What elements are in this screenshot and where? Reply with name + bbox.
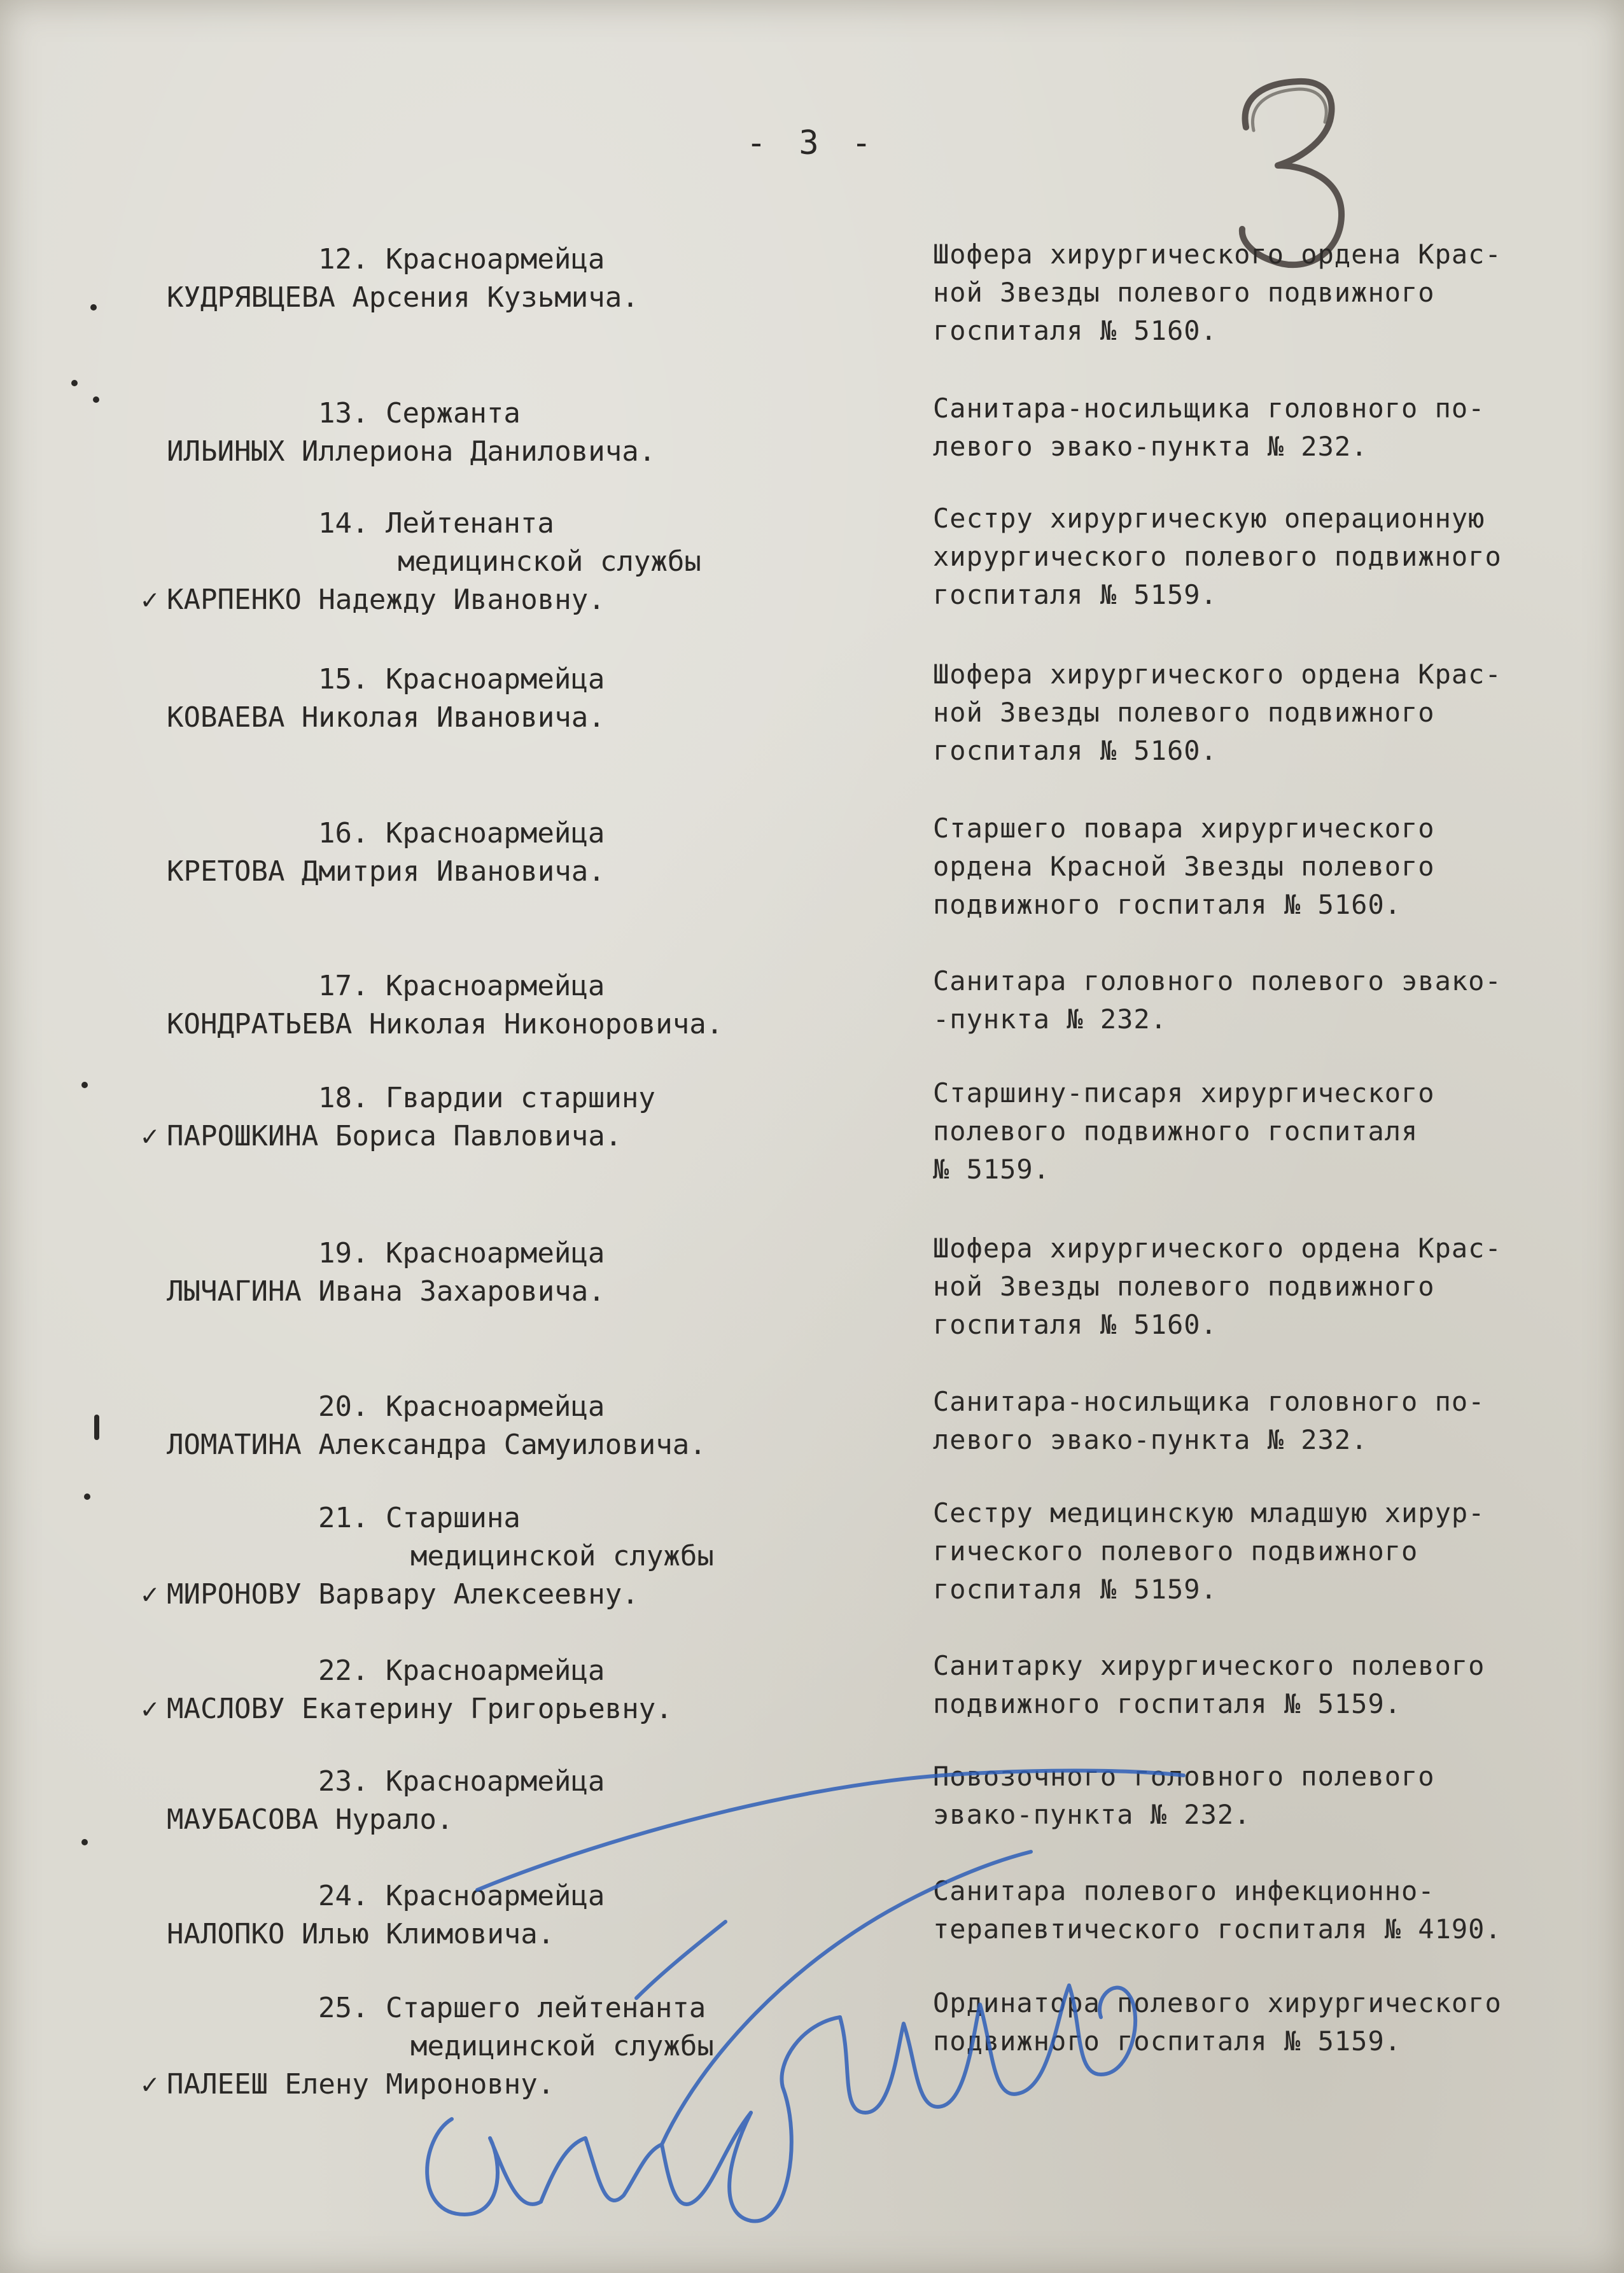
entry-position: Санитарку хирургического полевого подвижного госпиталя № 5159. (933, 1650, 1485, 1719)
entry-rank: Старшина (385, 1502, 521, 1534)
margin-mark (71, 380, 78, 386)
entry-position: Санитара-носильщика головного по- левого эвако-пункта № 232. (933, 1386, 1485, 1455)
entry-name: КРЕТОВА Дмитрия Ивановича. (167, 855, 605, 888)
checkmark-icon: ✓ (141, 1578, 158, 1611)
margin-mark (81, 1082, 88, 1088)
entry-name: КУДРЯВЦЕВА Арсения Кузьмича. (167, 281, 639, 314)
margin-mark (94, 1415, 99, 1440)
entry-position: Старшину-писаря хирургического полевого подвижного госпиталя № 5159. (933, 1077, 1435, 1185)
entry-rank-line2: медицинской службы (410, 1540, 714, 1572)
entry-name: ЛЫЧАГИНА Ивана Захаровича. (167, 1275, 605, 1308)
entry-rank: Лейтенанта (385, 507, 554, 540)
entry-name: ЛОМАТИНА Александра Самуиловича. (167, 1429, 706, 1461)
entry-position: Шофера хирургического ордена Крас- ной Звезды полевого подвижного госпиталя № 5160. (933, 659, 1502, 766)
entry-number: 22. (318, 1654, 369, 1687)
entry-rank: Красноармейца (385, 1765, 605, 1798)
entry-rank: Красноармейца (385, 1654, 605, 1687)
entry-position: Сестру медицинскую младшую хирур- гического полевого подвижного госпиталя № 5159. (933, 1497, 1485, 1605)
entry-name: МИРОНОВУ Варвару Алексеевну. (167, 1578, 639, 1611)
entry-rank: Красноармейца (385, 663, 605, 696)
entry-rank: Гвардии старшину (385, 1082, 655, 1114)
entry-rank: Красноармейца (385, 1237, 605, 1269)
entry-position: Санитара полевого инфекционно- терапевтического госпиталя № 4190. (933, 1875, 1502, 1945)
entry-position: Ординатора полевого хирургического подвижного госпиталя № 5159. (933, 1987, 1502, 2057)
entry-name: МАСЛОВУ Екатерину Григорьевну. (167, 1693, 673, 1725)
entry-position: Повозочного головного полевого эвако-пункта № 232. (933, 1761, 1435, 1830)
entry-name: МАУБАСОВА Нурало. (167, 1803, 454, 1836)
page-number: - 3 - (746, 124, 878, 162)
entry-rank-line2: медицинской службы (410, 2030, 714, 2062)
entry-position: Сестру хирургическую операционную хирургического полевого подвижного госпиталя № 5159. (933, 503, 1502, 610)
checkmark-icon: ✓ (141, 1693, 158, 1725)
entry-number: 14. (318, 507, 369, 540)
entry-number: 17. (318, 970, 369, 1002)
entry-name: ПАЛЕЕШ Елену Мироновну. (167, 2068, 555, 2101)
entry-rank-line2: медицинской службы (398, 545, 701, 578)
entry-number: 19. (318, 1237, 369, 1269)
entry-name: НАЛОПКО Илью Климовича. (167, 1918, 555, 1950)
entry-number: 20. (318, 1390, 369, 1423)
handwritten-signature (395, 1731, 1247, 2253)
entry-number: 24. (318, 1880, 369, 1912)
entry-rank: Красноармейца (385, 1880, 605, 1912)
entry-number: 23. (318, 1765, 369, 1798)
entry-position: Шофера хирургического ордена Крас- ной Звезды полевого подвижного госпиталя № 5160. (933, 239, 1502, 346)
entry-name: ПАРОШКИНА Бориса Павловича. (167, 1120, 622, 1152)
margin-mark (81, 1839, 88, 1845)
entry-position: Санитара-носильщика головного по- левого эвако-пункта № 232. (933, 393, 1485, 462)
margin-mark (93, 396, 99, 403)
entry-number: 21. (318, 1502, 369, 1534)
margin-mark (84, 1493, 90, 1500)
entry-number: 18. (318, 1082, 369, 1114)
margin-mark (90, 304, 97, 311)
entry-name: КОНДРАТЬЕВА Николая Никоноровича. (167, 1008, 724, 1040)
entry-rank: Красноармейца (385, 970, 605, 1002)
checkmark-icon: ✓ (141, 584, 158, 616)
entry-number: 12. (318, 243, 369, 276)
entry-position: Санитара головного полевого эвако- -пункта № 232. (933, 965, 1502, 1035)
entry-rank: Сержанта (385, 397, 521, 430)
entry-name: ИЛЬИНЫХ Иллериона Даниловича. (167, 435, 656, 468)
entry-name: КОВАЕВА Николая Ивановича. (167, 701, 605, 734)
entry-rank: Красноармейца (385, 243, 605, 276)
entry-rank: Красноармейца (385, 1390, 605, 1423)
checkmark-icon: ✓ (141, 2068, 158, 2101)
entry-number: 15. (318, 663, 369, 696)
entry-number: 25. (318, 1992, 369, 2024)
entry-rank: Старшего лейтенанта (385, 1992, 706, 2024)
entry-number: 13. (318, 397, 369, 430)
entry-name: КАРПЕНКО Надежду Ивановну. (167, 584, 605, 616)
checkmark-icon: ✓ (141, 1120, 158, 1152)
entry-number: 16. (318, 817, 369, 850)
entry-rank: Красноармейца (385, 817, 605, 850)
entry-position: Старшего повара хирургического ордена Красной Звезды полевого подвижного госпиталя № 5160. (933, 813, 1435, 920)
entry-position: Шофера хирургического ордена Крас- ной Звезды полевого подвижного госпиталя № 5160. (933, 1233, 1502, 1340)
